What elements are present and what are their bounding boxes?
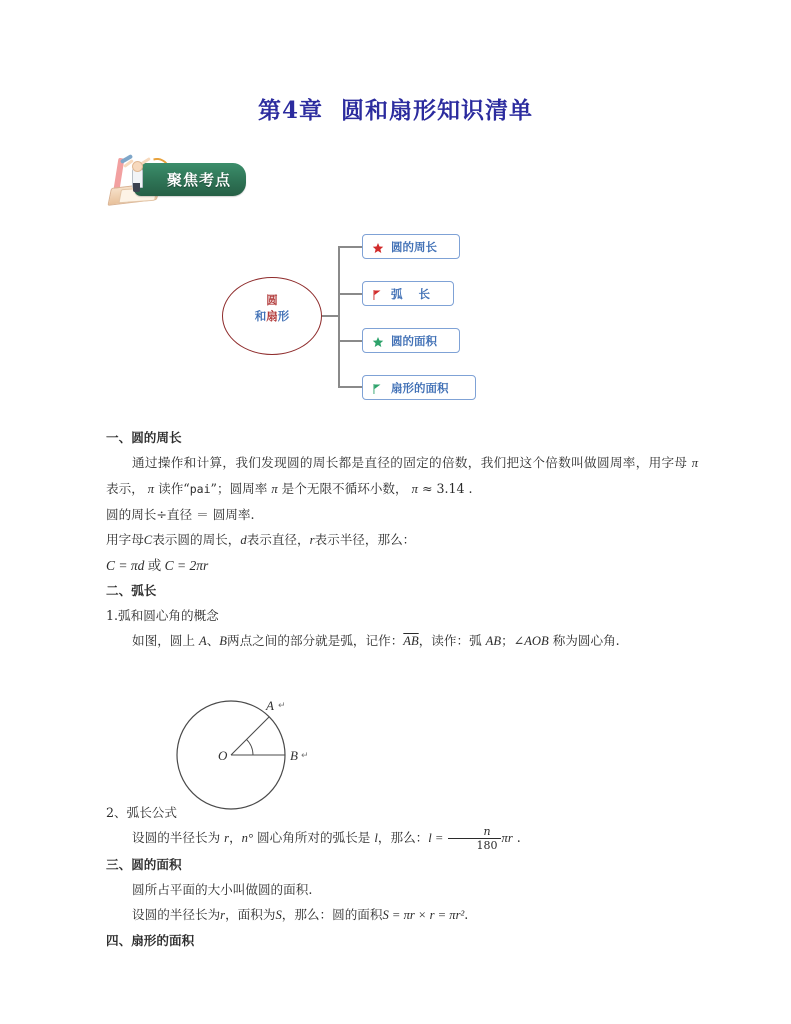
section-heading-2: 二、弧长 — [106, 583, 157, 598]
red-flag-icon — [372, 288, 384, 300]
symbol-A: A — [198, 634, 207, 648]
s2p2-b: ， — [229, 830, 242, 845]
section-heading-1: 一、圆的周长 — [106, 430, 182, 445]
arc-formula-tail: πr — [501, 831, 513, 845]
circle-figure — [168, 692, 358, 820]
s1p3-b: 表示圆的周长， — [152, 532, 241, 547]
green-flag-icon — [372, 382, 384, 394]
red-star-icon — [372, 241, 384, 253]
mindmap-node-arc-length[interactable] — [362, 281, 454, 306]
symbol-C: C — [143, 533, 153, 547]
section-heading-4: 四、扇形的面积 — [106, 932, 195, 948]
mindmap-node-label: 圆的面积 — [391, 333, 437, 348]
s3p2-c: ，那么：圆的面积 — [281, 906, 383, 922]
center-label-xing: 形 — [277, 309, 290, 323]
person-legs-icon — [133, 183, 140, 192]
symbol-d: d — [240, 533, 247, 547]
arc-AB-read: AB — [485, 634, 502, 648]
s1p3-a: 用字母 — [106, 532, 144, 547]
mindmap-node-circumference[interactable] — [362, 234, 460, 259]
s1p3-c: 表示直径， — [246, 532, 310, 547]
s2p1-f: 称为圆心角. — [548, 633, 620, 648]
angle-AOB: ∠AOB — [513, 634, 549, 648]
s2p2-c: 圆心角所对的弧长是 — [253, 830, 375, 845]
green-star-icon — [372, 335, 384, 347]
s2p1-b: 、 — [206, 633, 220, 648]
s3p2-d: . — [464, 906, 469, 922]
s1-text-e: 是个无限不循环小数， — [277, 481, 412, 496]
s1p3-e: 表示半径，那么： — [314, 532, 416, 547]
center-label-he: 和 — [254, 309, 267, 323]
radius-OA — [231, 717, 269, 755]
circumference-formula — [106, 553, 698, 578]
s2p1-a: 如图，圆上 — [132, 633, 199, 648]
arc-AB-notation: $\overline{AB}$ — [403, 634, 419, 648]
circle-area-definition: 圆所占平面的大小叫做圆的面积. — [132, 881, 313, 897]
area-formula: S = πr × r = πr² — [382, 907, 465, 922]
center-label-shan: 扇 — [266, 309, 278, 323]
s1-text-d: ”；圆周率 — [210, 481, 272, 496]
circumference-ratio-line: 圆的周长÷直径 ＝ 圆周率. — [106, 507, 255, 522]
formula-c-pi-d: C = πd — [106, 558, 145, 573]
mindmap-branch-4 — [338, 386, 363, 388]
pilcrow-B-mark: ↵ — [301, 751, 309, 761]
arc-formula-lhs: l = — [428, 831, 447, 845]
mindmap — [215, 222, 500, 407]
s1-text-b: 表示， — [106, 455, 703, 496]
symbol-B: B — [219, 634, 227, 648]
lesson-body — [106, 425, 703, 953]
mindmap-node-label: 扇形的面积 — [391, 380, 449, 395]
s3p2-a: 设圆的半径长为 — [132, 906, 221, 922]
s3p2-b: ，面积为 — [225, 906, 276, 922]
mindmap-node-circle-area[interactable] — [362, 328, 460, 353]
central-angle-arc — [247, 739, 254, 755]
mindmap-branch-1 — [338, 246, 363, 248]
pilcrow-A-mark: ↵ — [278, 701, 286, 711]
mindmap-branch-3 — [338, 340, 363, 342]
focus-points-badge — [106, 152, 256, 210]
badge-label: 聚焦考点 — [166, 171, 231, 189]
symbol-r: r — [309, 533, 315, 547]
section-1-paragraph — [106, 450, 703, 502]
mindmap-node-sector-area[interactable] — [362, 375, 476, 400]
center-label-line1: 圆 — [266, 293, 278, 307]
formula-c-2-pi-r: C = 2πr — [164, 558, 209, 573]
subsection-2-2-heading: 2、弧长公式 — [106, 805, 177, 820]
pi-symbol: π — [147, 482, 155, 496]
person-head-icon — [132, 161, 143, 172]
s2p1-c: 两点之间的部分就是弧，记作： — [226, 633, 404, 648]
symbol-l: l — [374, 831, 378, 845]
label-B: B — [290, 748, 298, 763]
formula-or: 或 — [144, 558, 165, 573]
mindmap-center-label — [222, 292, 322, 324]
pai-text: pai — [189, 482, 211, 496]
s1-text-c: 读作“ — [154, 481, 190, 496]
circle-area-formula-paragraph — [106, 902, 698, 928]
subsection-2-1-heading: 1.弧和圆心角的概念 — [106, 608, 219, 623]
symbol-r: r — [224, 831, 230, 845]
mindmap-spine — [338, 246, 340, 387]
mindmap-node-label: 弧 长 — [391, 286, 431, 301]
mindmap-branch-2 — [338, 293, 363, 295]
pi-symbol: π — [271, 482, 278, 496]
circle-figure-svg — [168, 692, 358, 820]
pi-symbol: π — [691, 456, 698, 470]
symbol-r: r — [220, 907, 226, 922]
symbols-definition-line — [106, 527, 698, 553]
s2p1-e: ； — [501, 633, 514, 648]
symbol-S: S — [275, 907, 282, 922]
mindmap-stem — [322, 315, 339, 317]
s1-text-a: 通过操作和计算，我们发现圆的周长都是直径的固定的倍数，我们把这个倍数叫做圆周率，用字母 — [132, 455, 692, 470]
arc-definition-paragraph — [106, 628, 698, 654]
fraction-denominator: 180 — [476, 838, 498, 852]
page-title: 第4章 圆和扇形知识清单 — [257, 97, 534, 124]
section-heading-3: 三、圆的面积 — [106, 856, 182, 872]
s1-text-f: ≈ 3.14 . — [417, 481, 473, 496]
symbol-n-degrees: n° — [241, 831, 254, 845]
arc-length-formula-paragraph — [106, 825, 698, 852]
s2p2-d: ，那么： — [377, 830, 429, 845]
mindmap-node-label: 圆的周长 — [391, 239, 437, 254]
s2p2-period: . — [512, 830, 521, 845]
fraction-numerator: n — [448, 826, 501, 839]
pi-symbol: π — [411, 482, 418, 496]
label-A: A — [266, 698, 274, 713]
s2p2-a: 设圆的半径长为 — [132, 830, 225, 845]
fraction-n-over-180 — [448, 826, 501, 852]
label-O: O — [218, 748, 228, 763]
s2p1-d: ，读作：弧 — [418, 633, 486, 648]
